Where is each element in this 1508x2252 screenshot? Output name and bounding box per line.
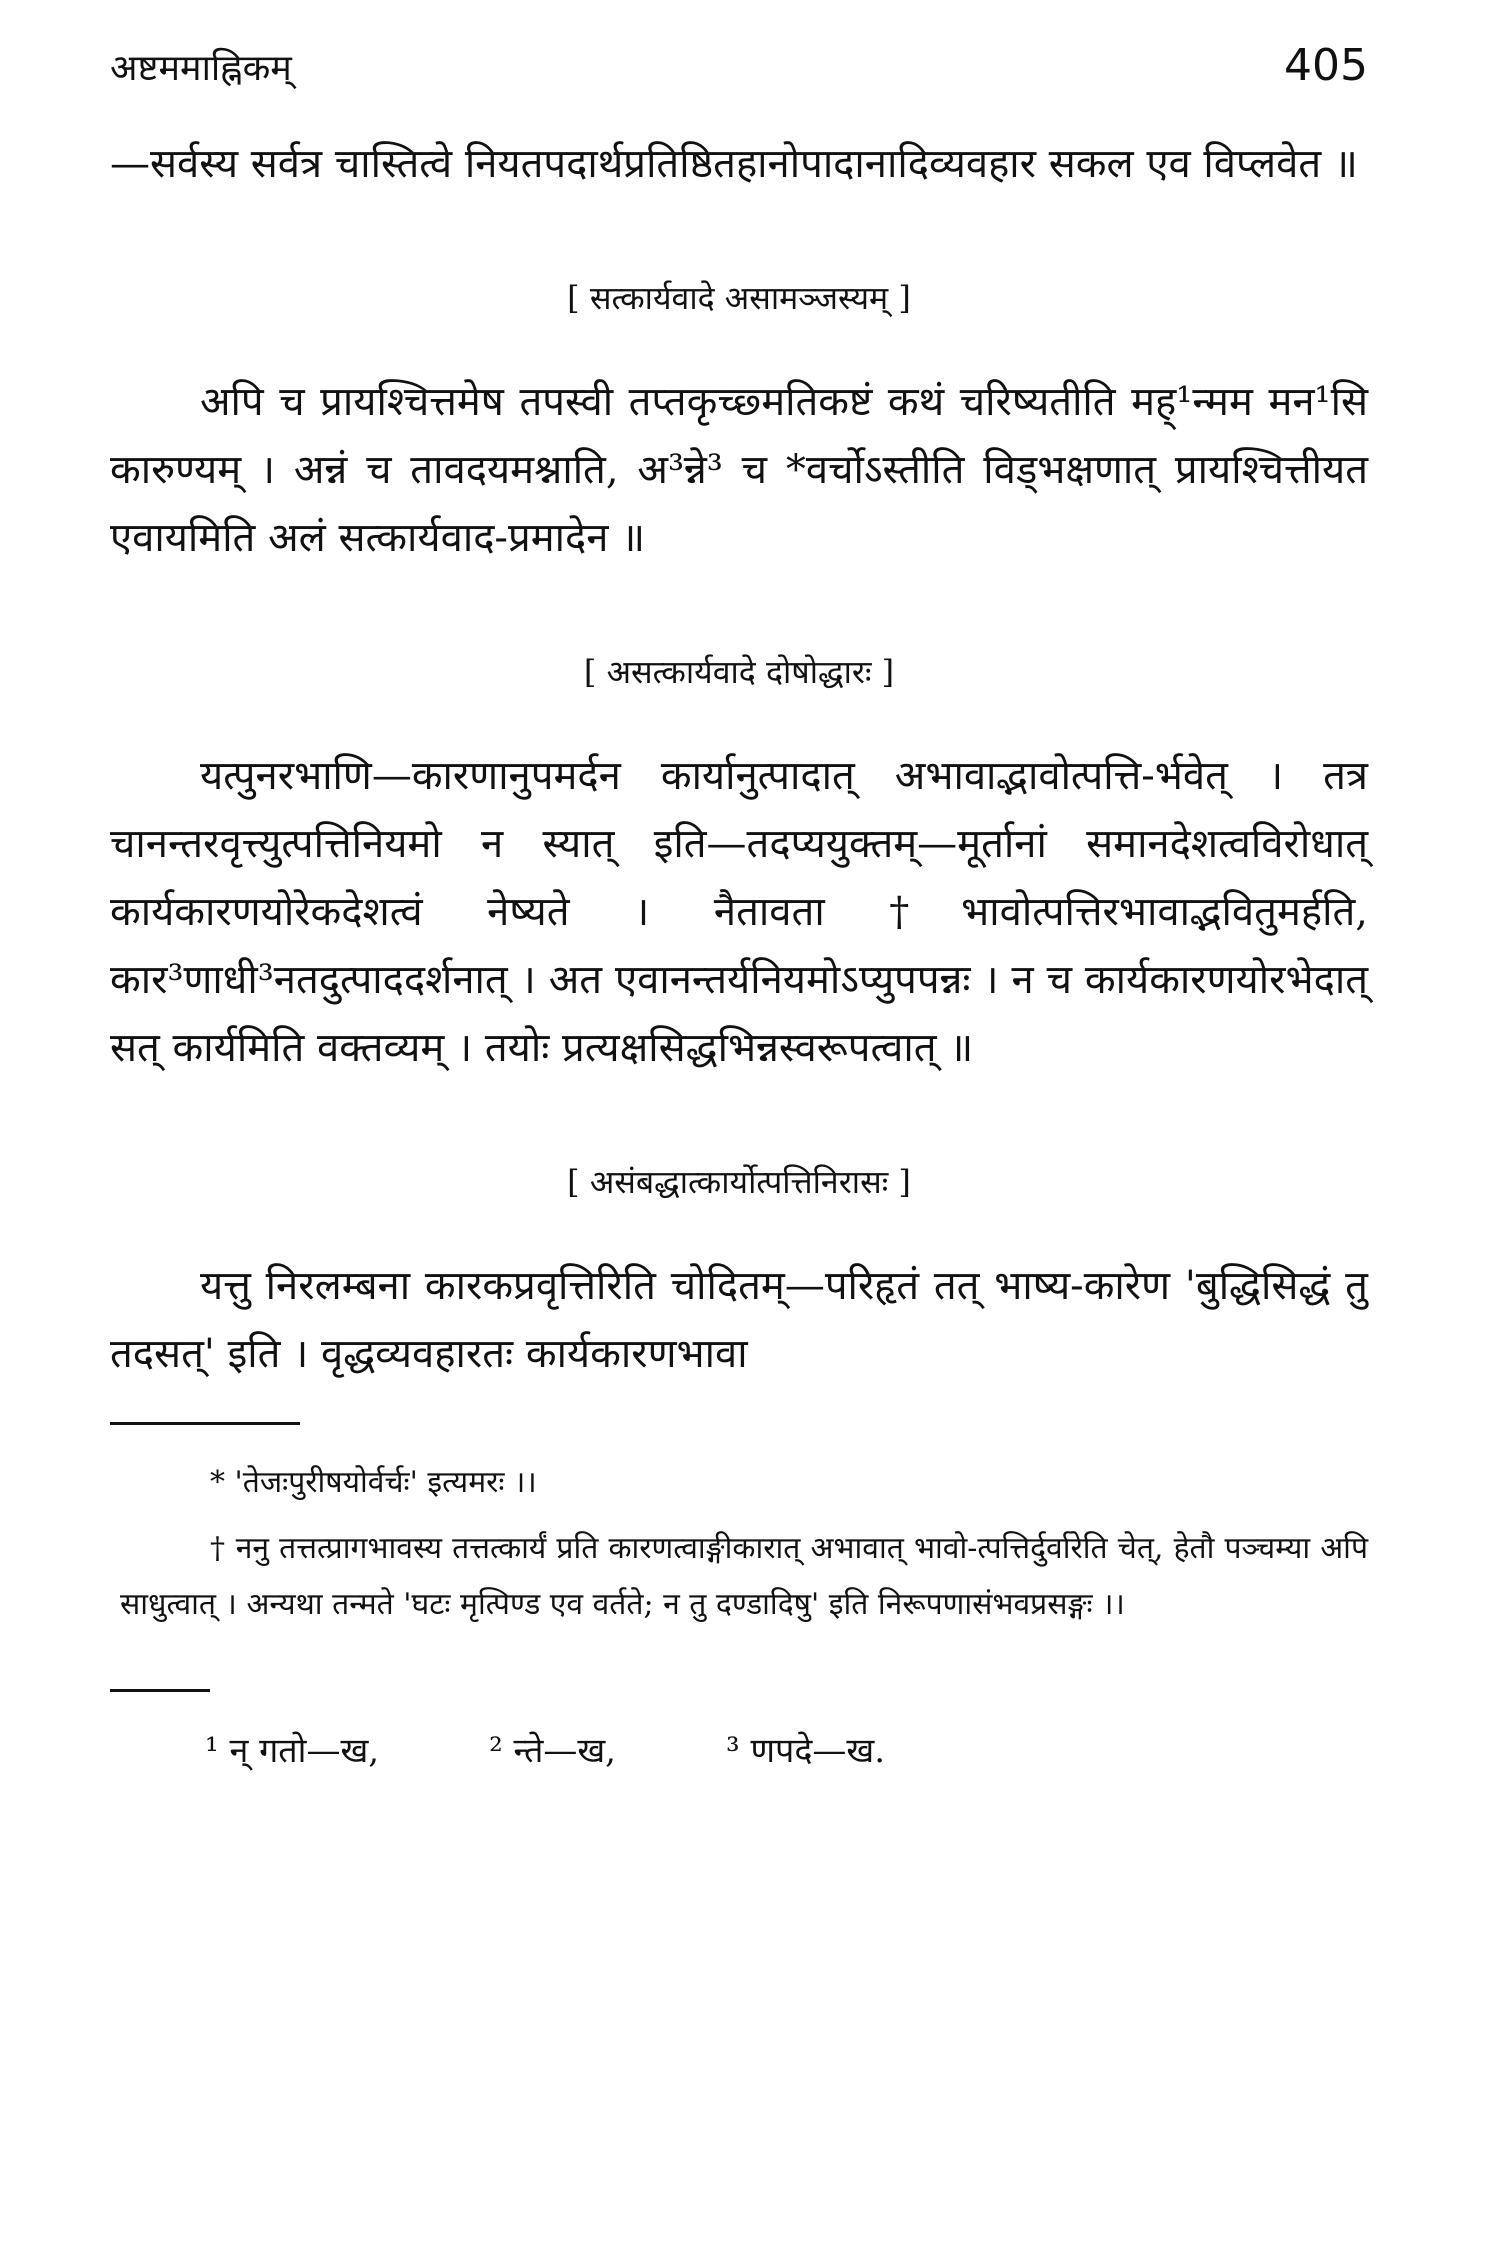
variants-divider [110, 1689, 210, 1692]
variant-reading-1: ¹ न् गतो—ख, [205, 1731, 380, 1771]
section-title-3: [ असंबद्धात्कार्योत्पत्तिनिरासः ] [567, 1163, 911, 1201]
section-title-1: [ सत्कार्यवादे असामञ्जस्यम् ] [567, 279, 911, 317]
footnote-asterisk: * 'तेजःपुरीषयोर्वर्चः' इत्यमरः ।। [210, 1465, 537, 1500]
paragraph-2: अपि च प्रायश्चित्तमेष तपस्वी तप्तकृच्छ्मतिकष्टं कथं चरिष्यतीति मह्¹न्मम मन¹सि कारुण्यम् । अन्नं च तावदयमश्नाति, अ³न्ने³ च *वर्चोऽस्तीति विड्भक्षणात् प्रायश्चित्तीयत एवायमिति अलं सत्कार्यवाद-प्रमादेन ॥ [110, 379, 1368, 561]
page-number: 405 [1284, 40, 1368, 91]
paragraph-1: —सर्वस्य सर्वत्र चास्तित्वे नियतपदार्थप्रतिष्ठितहानोपादानादिव्यवहार सकल एव विप्लवेत ॥ [110, 141, 1358, 187]
footnote-divider [110, 1422, 300, 1425]
footnote-dagger: † ननु तत्तत्प्रागभावस्य तत्तत्कार्यं प्रति कारणत्वाङ्गीकारात् अभावात् भावो-त्पत्तिर्दुर्वारेति चेत्, हेतौ पञ्चम्या अपि साधुत्वात् । अन्यथा तन्मते 'घटः मृत्पिण्ड एव वर्तते; न तु दण्डादिषु' इति निरूपणासंभवप्रसङ्गः ।। [120, 1531, 1368, 1622]
paragraph-4: यत्तु निरलम्बना कारकप्रवृत्तिरिति चोदितम्—परिहृतं तत् भाष्य-कारेण 'बुद्धिसिद्धं तु तदसत्' इति । वृद्धव्यवहारतः कार्यकारणभावा [110, 1263, 1368, 1377]
variant-readings [110, 1726, 1368, 1772]
page-header [110, 40, 1368, 130]
section-title-2: [ असत्कार्यवादे दोषोद्धारः ] [583, 653, 895, 691]
running-head: अष्टममाह्निकम् [110, 48, 292, 89]
footnotes [110, 1455, 1368, 1633]
variant-reading-3: ³ णपदे—ख. [726, 1731, 886, 1771]
paragraph-3: यत्पुनरभाणि—कारणानुपमर्दन कार्यानुत्पादात् अभावाद्भावोत्पत्ति-र्भवेत् । तत्र चानन्तरवृत्त्युत्पत्तिनियमो न स्यात् इति—तदप्ययुक्तम्—मूर्तानां समानदेशत्वविरोधात् कार्यकारणयोरेकदेशत्वं नेष्यते । नैतावता †भावोत्पत्तिरभावाद्भवितुमर्हति, कार³णाधी³नतदुत्पाददर्शनात् । अत एवानन्तर्यनियमोऽप्युपपन्नः । न च कार्यकारणयोरभेदात् सत् कार्यमिति वक्तव्यम् । तयोः प्रत्यक्षसिद्धभिन्नस्वरूपत्वात् ॥ [110, 753, 1368, 1071]
variant-reading-2: ² न्ते—ख, [489, 1731, 616, 1771]
